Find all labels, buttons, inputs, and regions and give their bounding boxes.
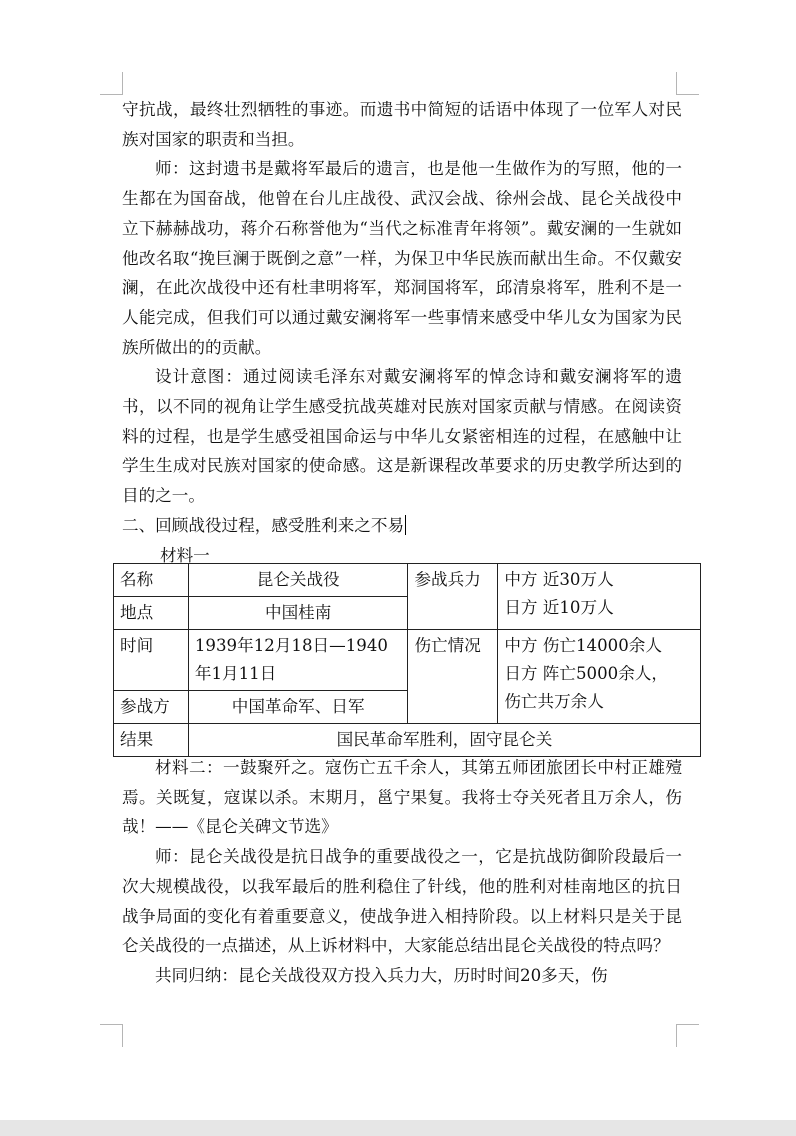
casualty-total: 伤亡共万余人 — [504, 692, 604, 711]
paragraph-2[interactable]: 师：这封遗书是戴将军最后的遗言，也是他一生做作为的写照，他的一生都在为国奋战，他曾在台儿庄战役、武汉会战、徐州会战、昆仑关战役中立下赫赫战功，蒋介石称誉他为“当代之标准青年将领”。戴安澜的一生就如他改名取“挽巨澜于既倒之意”一样，为保卫中华民族而献出生命。不仅戴安澜，在此次战役中还有杜聿明将军，郑洞国将军，邱清泉将军，胜利不是一人能完成，但我们可以通过戴安澜将军一些事情来感受中华儿女为国家为民族所做出的的贡献。 — [122, 159, 682, 357]
cell-party-value[interactable]: 中国革命军、日军 — [188, 691, 408, 724]
cell-party-label[interactable]: 参战方 — [114, 691, 189, 724]
cell-result-value[interactable]: 国民革命军胜利，固守昆仑关 — [188, 724, 700, 757]
casualty-japan: 日方 阵亡5000余人， — [504, 664, 668, 683]
material-table[interactable] — [113, 563, 701, 757]
cell-result-label[interactable]: 结果 — [114, 724, 189, 757]
cell-name-value[interactable]: 昆仑关战役 — [188, 564, 408, 597]
cell-time-value[interactable]: 1939年12月18日—1940年1月11日 — [188, 630, 408, 691]
crop-mark-bottom-left — [100, 1024, 123, 1047]
forces-japan: 日方 近10万人 — [504, 598, 614, 617]
cell-name-label[interactable]: 名称 — [114, 564, 189, 597]
cell-place-value[interactable]: 中国桂南 — [188, 597, 408, 630]
paragraph-3[interactable]: 设计意图：通过阅读毛泽东对戴安澜将军的悼念诗和戴安澜将军的遗书，以不同的视角让学生感受抗战英雄对民族对国家贡献与情感。在阅读资料的过程，也是学生感受祖国命运与中华儿女紧密相连的过程，在感触中让学生生成对民族对国家的使命感。这是新课程改革要求的历史教学所达到的目的之一。 — [122, 367, 682, 506]
document-body-bottom[interactable] — [122, 753, 682, 991]
paragraph-summary[interactable]: 共同归纳：昆仑关战役双方投入兵力大，历时时间20多天，伤 — [155, 965, 608, 985]
casualty-china: 中方 伤亡14000余人 — [504, 636, 662, 655]
cell-forces-value[interactable] — [498, 564, 701, 630]
cell-casualty-label[interactable]: 伤亡情况 — [408, 630, 498, 724]
text-cursor — [405, 515, 406, 535]
crop-mark-top-left — [100, 72, 123, 95]
cell-forces-label[interactable]: 参战兵力 — [408, 564, 498, 630]
section-heading[interactable] — [122, 511, 682, 541]
section-heading-text: 二、回顾战役过程，感受胜利来之不易 — [122, 515, 405, 535]
crop-mark-top-right — [676, 72, 699, 95]
cell-casualty-value[interactable] — [498, 630, 701, 724]
material-label[interactable]: 材料一 — [160, 545, 210, 565]
paragraph-material-2[interactable]: 材料二：一鼓聚歼之。寇伤亡五千余人，其第五师团旅团长中村正雄殪焉。关既复，寇谋以杀。末期月，邕宁果复。我将士夺关死者且万余人，伤哉！——《昆仑关碑文节选》 — [122, 758, 682, 837]
crop-mark-bottom-right — [676, 1024, 699, 1047]
cell-place-label[interactable]: 地点 — [114, 597, 189, 630]
forces-china: 中方 近30万人 — [504, 570, 614, 589]
paragraph-teacher[interactable]: 师：昆仑关战役是抗日战争的重要战役之一，它是抗战防御阶段最后一次大规模战役，以我军最后的胜利稳住了针线，他的胜利对桂南地区的抗日战争局面的变化有着重要意义，使战争进入相持阶段。以上材料只是关于昆仑关战役的一点描述，从上诉材料中，大家能总结出昆仑关战役的特点吗？ — [122, 847, 682, 956]
document-body-top[interactable] — [122, 95, 682, 570]
cell-time-label[interactable]: 时间 — [114, 630, 189, 691]
paragraph-1[interactable]: 守抗战，最终壮烈牺牲的事迹。而遗书中简短的话语中体现了一位军人对民族对国家的职责和当担。 — [122, 100, 682, 149]
